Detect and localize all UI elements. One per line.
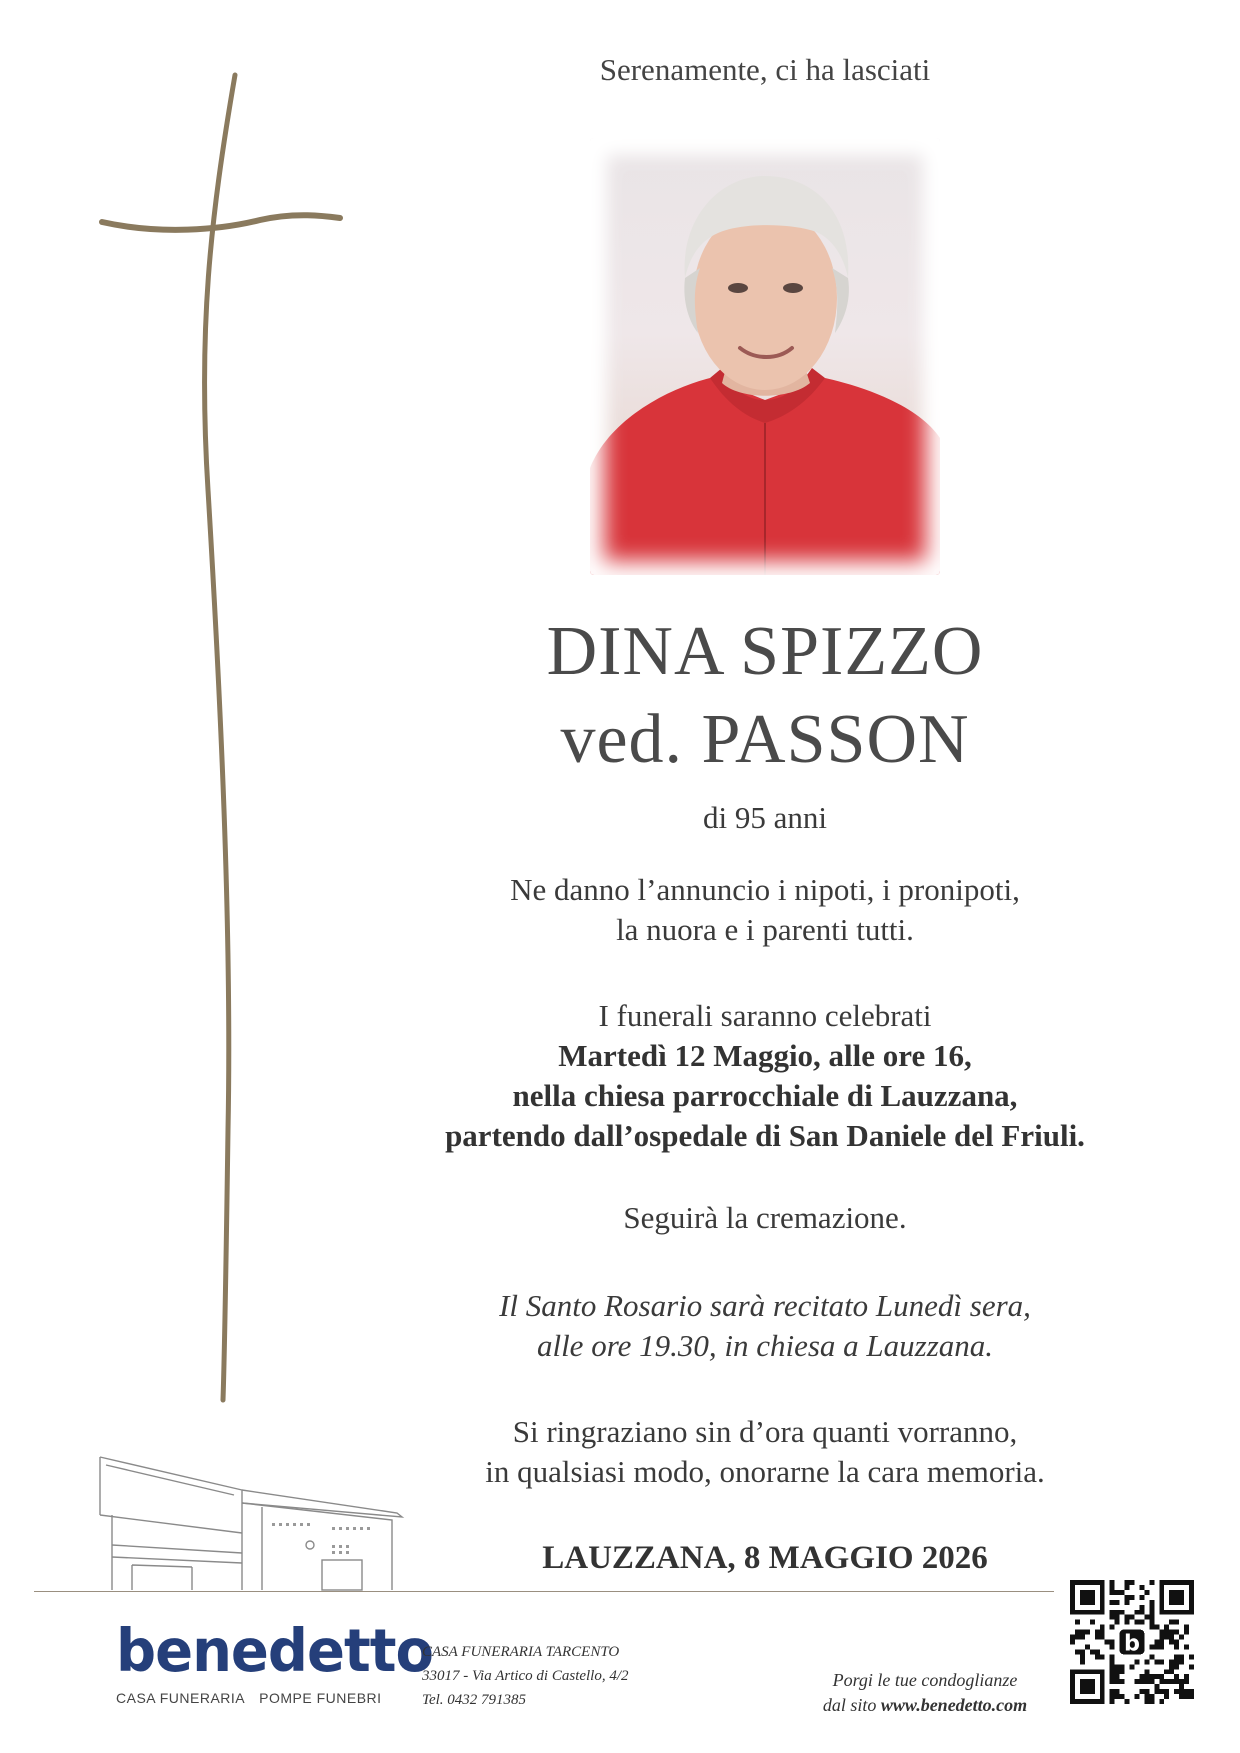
funeral-home-address: CASA FUNERARIA TARCENTO 33017 - Via Artico di Castello, 4/2 Tel. 0432 791385 [422,1644,629,1708]
svg-text:b: b [1124,1630,1140,1657]
thanks-text: Si ringraziano sin d’ora quanti vorranno, in qualsiasi modo, onorarne la cara memoria. [485,1414,1045,1489]
condolences-link[interactable]: www.benedetto.com [880,1695,1028,1715]
footer-divider [34,1591,1054,1592]
funeral-text: I funerali saranno celebrati Martedì 12 Maggio, alle ore 16, nella chiesa parrocchiale di Lauzzana, partendo dall’ospedale di San Daniele del Friuli. [445,998,1085,1153]
brand-subtitle: CASA FUNERARIA POMPE FUNEBRI [116,1690,382,1706]
age-text: di 95 anni [703,800,827,835]
portrait-photo [590,138,940,575]
intro-text: Serenamente, ci ha lasciati [599,52,931,87]
condolences-text: Porgi le tue condoglianze dal sito www.benedetto.com [822,1670,1028,1715]
portrait-illustration [590,138,940,575]
deceased-name: DINA SPIZZO [546,613,984,690]
rosary-text: Il Santo Rosario sarà recitato Lunedì sera, alle ore 19.30, in chiesa a Lauzzana. [499,1288,1031,1363]
announcement-text: Ne danno l’annuncio i nipoti, i pronipoti, la nuora e i parenti tutti. [510,872,1020,947]
dateline: LAUZZANA, 8 MAGGIO 2026 [542,1540,988,1576]
building-icon [92,1445,412,1595]
brand-logo: benedetto [116,1617,433,1686]
deceased-married-name: ved. PASSON [560,701,970,778]
qr-code-icon[interactable] [1070,1580,1194,1704]
cross-icon [90,70,350,1410]
cremation-text: Seguirà la cremazione. [623,1200,907,1235]
